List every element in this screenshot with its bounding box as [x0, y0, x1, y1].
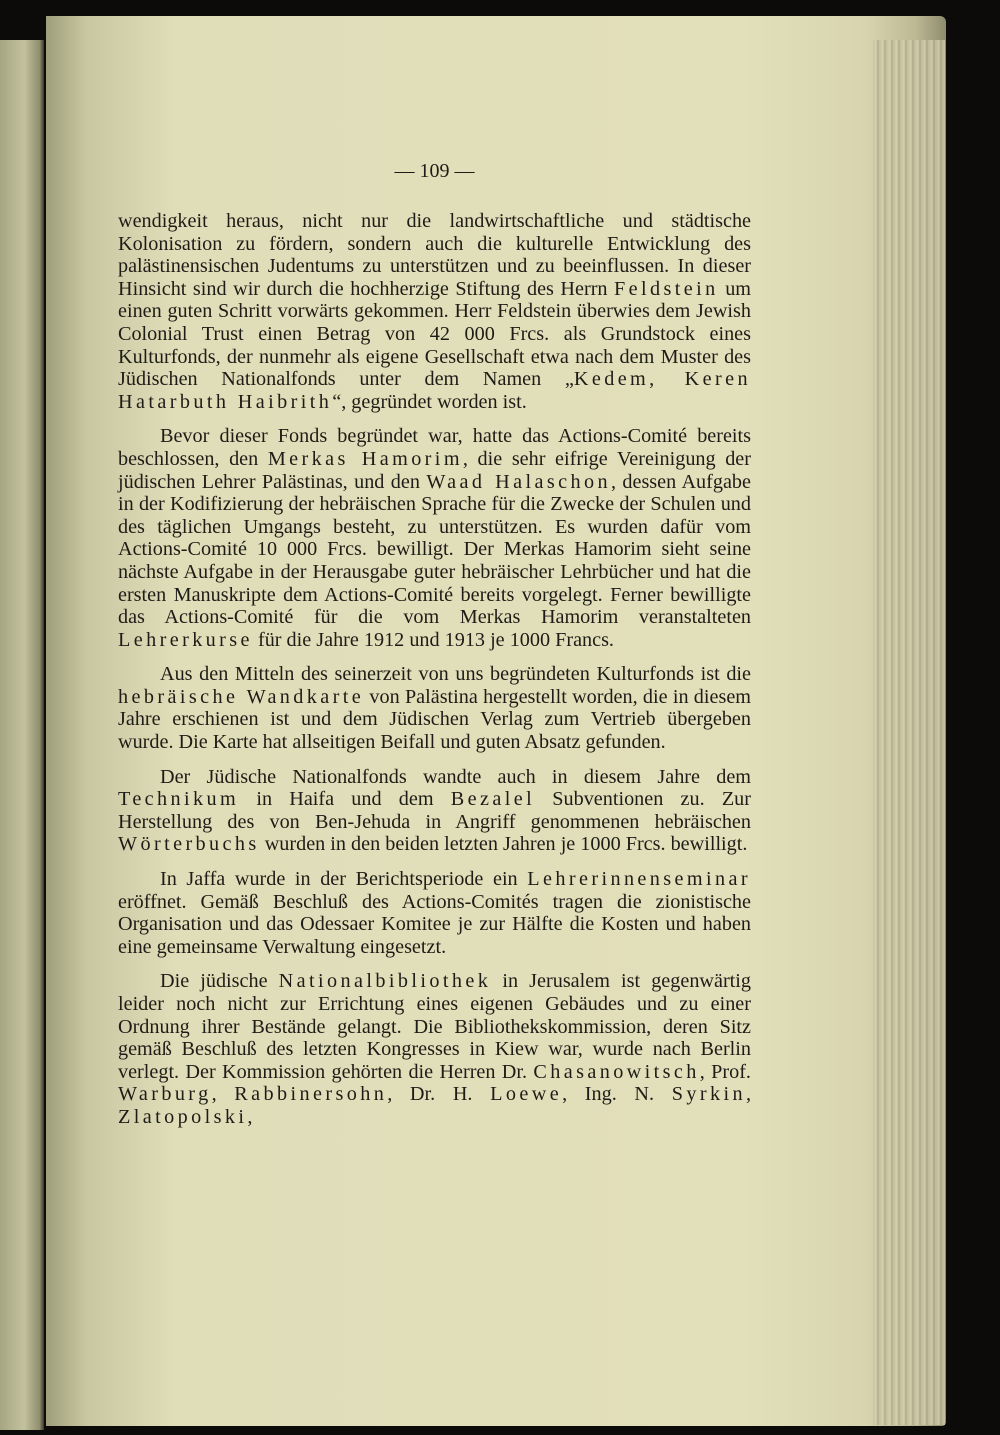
spaced-emphasis: Nationalbibliothek [278, 970, 492, 993]
spaced-emphasis: hebräische Wandkarte [118, 685, 365, 708]
text-run: in Haifa und dem [239, 788, 451, 811]
text-run: für die Jahre 1912 und 1913 je 1000 Francs. [252, 628, 614, 651]
paragraph [118, 210, 751, 413]
spaced-emphasis: Warburg [118, 1083, 212, 1106]
paragraph [118, 663, 751, 753]
text-run: wurden in den beiden letzten Jahren je 1000 Frcs. bewilligt. [259, 833, 748, 856]
text-run: , [247, 1105, 253, 1128]
text-run: , [211, 1083, 235, 1106]
spaced-emphasis: Feldstein [614, 277, 719, 300]
body-text [118, 210, 751, 1141]
page-number: — 109 — [394, 160, 475, 182]
text-run: um einen guten Schritt vorwärts gekommen. Herr Feldstein überwies dem Jewish Colonial Trust einen Betrag von 42 000 Frcs. als Grundstock eines Kulturfonds, der nunmehr als eigene Gesellschaft etwa nach dem Muster des Jüdischen Nationalfonds unter dem Namen „ [118, 277, 751, 391]
spaced-emphasis: Bezalel [450, 788, 536, 811]
text-run: Die jüdische [160, 970, 279, 993]
text-run: “, gegründet worden ist. [332, 390, 527, 413]
text-run: Subventionen zu. Zur Herstellung des von Ben-Jehuda in Angriff genommenen hebräischen [118, 788, 751, 833]
spaced-emphasis: Wörterbuchs [118, 833, 260, 856]
paragraph [118, 766, 751, 856]
spaced-emphasis: Waad Halaschon [426, 470, 611, 493]
paragraph [118, 868, 751, 958]
text-run: , [745, 1083, 752, 1106]
text-run: wendigkeit heraus, nicht nur die landwirtschaftliche und städtische Kolonisation zu fördern, sondern auch die kulturelle Entwicklung des palästinensischen Judentums zu unterstützen und zu beeinflussen. In dieser Hinsicht sind wir durch die hochherzige Stiftung des Herrn [118, 210, 751, 300]
text-run: Bevor dieser Fonds begründet war, hatte das Actions-Comité bereits beschlossen, den [118, 425, 751, 470]
text-run: , die sehr eifrige Vereinigung der jüdischen Lehrer Palästinas, und den [118, 447, 751, 493]
text-run: , dessen Aufgabe in der Kodifizierung der hebräischen Sprache für die Zwecke der Schulen und des täglichen Umgangs besteht, zu unterstützen. Es wurden dafür vom Actions-Comité 10 000 Frcs. bewilligt. Der Merkas Hamorim sieht seine nächste Aufgabe in der Herausgabe guter hebräischer Lehrbücher und hat die ersten Manuskripte dem Actions-Comité bereits vorgelegt. Ferner bewilligte das Actions-Comité für die vom Merkas Hamorim veranstalteten [118, 470, 751, 629]
spaced-emphasis: Chasanowitsch [533, 1060, 700, 1083]
spaced-emphasis: Syrkin [671, 1083, 746, 1106]
text-run: Der Jüdische Nationalfonds wandte auch in diesem Jahre dem [160, 765, 751, 788]
text-run: von Palästina hergestellt worden, die in diesem Jahre erschienen ist und dem Jüdischen Verlag zum Vertrieb übergeben wurde. Die Karte hat allseitigen Beifall und guten Absatz gefunden. [118, 685, 751, 754]
spaced-emphasis: Loewe [490, 1083, 563, 1106]
spaced-emphasis: Zlatopolski [118, 1105, 248, 1128]
text-run: , Ing. N. [562, 1083, 672, 1106]
text-run: eröffnet. Gemäß Beschluß des Actions-Comités tragen die zionistische Organisation und das Odessaer Komitee je zur Hälfte die Kosten und haben eine gemeinsame Verwaltung eingesetzt. [118, 890, 751, 958]
spaced-emphasis: Kedem, Keren Hatarbuth Haibrith [118, 368, 751, 413]
spaced-emphasis: Merkas Hamorim [267, 447, 463, 470]
spaced-emphasis: Lehrerkurse [118, 628, 253, 651]
paragraph [118, 425, 751, 651]
text-run: In Jaffa wurde in der Berichtsperiode ein [160, 868, 528, 891]
spaced-emphasis: Lehrerinnenseminar [527, 868, 751, 891]
spaced-emphasis: Rabbinersohn [234, 1083, 388, 1106]
paragraph [118, 970, 751, 1128]
left-page-edge [0, 40, 44, 1430]
spaced-emphasis: Technikum [118, 788, 240, 811]
text-run: , Prof. [699, 1060, 751, 1083]
text-run: in Jerusalem ist gegenwärtig leider noch nicht zur Errichtung eines eigenen Gebäudes und zu einer Ordnung ihrer Bestände gelangt. Die Bibliothekskommission, deren Sitz gemäß Beschluß des letzten Kongresses in Kiew war, wurde nach Berlin verlegt. Der Kommission gehörten die Herren Dr. [118, 970, 751, 1083]
text-run: , Dr. H. [387, 1083, 491, 1106]
text-run: Aus den Mitteln des seinerzeit von uns begründeten Kulturfonds ist die [160, 663, 751, 686]
page-stack-edges [873, 40, 945, 1425]
